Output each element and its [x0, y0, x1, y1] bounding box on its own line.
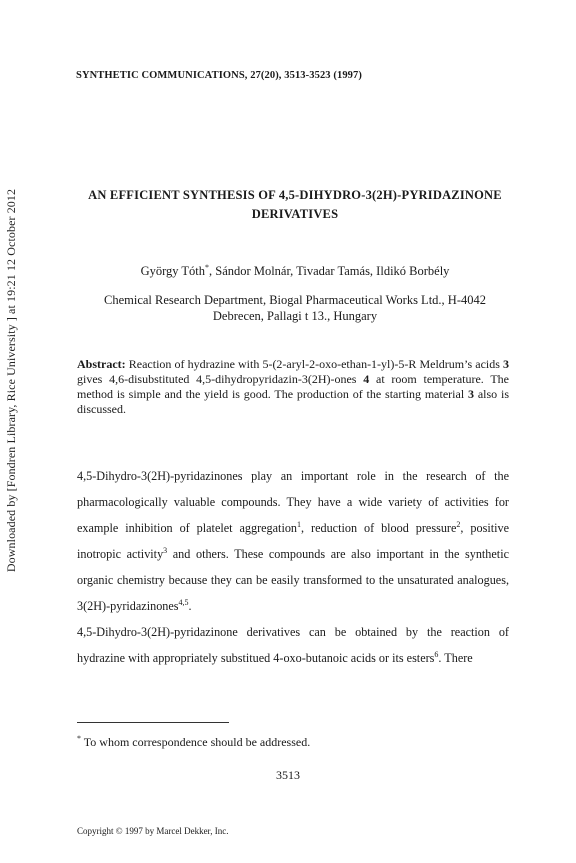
citation: 4,5 [178, 597, 189, 607]
paragraph [77, 463, 509, 619]
paragraph-text: . There [438, 651, 473, 665]
co-authors: , Sándor Molnár, Tivadar Tamás, Ildikó Borbély [209, 264, 450, 279]
abstract-text: also is discussed. [77, 387, 509, 416]
download-stamp-text: Downloaded by [Fondren Library, Rice University ] at 19:21 12 October 2012 [4, 188, 19, 572]
paragraph-text: . [188, 599, 192, 613]
paragraph-text: 4,5-Dihydro-3(2H)-pyridazinones play an important role in the research of the pharmacologically valuable compounds. They have a wide variety of activities for example inhibition of platelet aggregation [77, 469, 509, 535]
footnote [77, 734, 310, 750]
compound-ref: 4 [363, 372, 370, 386]
paragraph-text: , positive inotropic activity [77, 521, 509, 561]
paragraph-text: and others. These compounds are also important in the synthetic organic chemistry because they can be easily transformed to the unsaturated analogues, 3(2H)-pyridazinones [77, 547, 509, 613]
body-text [77, 463, 509, 671]
abstract-label: Abstract: [77, 357, 126, 371]
copyright-notice: Copyright © 1997 by Marcel Dekker, Inc. [77, 826, 229, 836]
journal-header: SYNTHETIC COMMUNICATIONS, 27(20), 3513-3523 (1997) [76, 70, 362, 81]
download-stamp [2, 100, 22, 660]
corresponding-author: György Tóth [140, 264, 206, 279]
citation: 1 [297, 519, 302, 529]
article-title [60, 186, 530, 224]
corresponding-author-mark: * [205, 263, 210, 272]
citation: 6 [434, 649, 439, 659]
affiliation [70, 292, 520, 324]
author-list [60, 260, 530, 279]
compound-ref: 3 [503, 357, 509, 371]
abstract-text: gives 4,6-disubstituted 4,5-dihydropyridazin-3(2H)-ones [77, 372, 364, 386]
abstract-text: Reaction of hydrazine with 5-(2-aryl-2-oxo-ethan-1-yl)-5-R Meldrum’s acids [125, 357, 503, 371]
compound-ref: 3 [468, 387, 474, 401]
footnote-divider [77, 722, 229, 723]
page-number: 3513 [276, 768, 300, 782]
paragraph-text: , reduction of blood pressure [301, 521, 457, 535]
affiliation-line-2: Debrecen, Pallagi t 13., Hungary [212, 309, 378, 323]
article-title-line-2: DERIVATIVES [251, 207, 339, 221]
abstract [77, 357, 509, 417]
abstract-text: at room temperature. The method is simple and the yield is good. The production of the starting material [77, 372, 509, 401]
article-title-line-1: AN EFFICIENT SYNTHESIS OF 4,5-DIHYDRO-3(2H)-PYRIDAZINONE [88, 188, 502, 202]
footnote-text: To whom correspondence should be addressed. [81, 735, 311, 749]
paragraph-text: 4,5-Dihydro-3(2H)-pyridazinone derivatives can be obtained by the reaction of hydrazine with appropriately substitued 4-oxo-butanoic acids or its esters [77, 625, 509, 665]
citation: 3 [163, 545, 168, 555]
citation: 2 [456, 519, 461, 529]
affiliation-line-1: Chemical Research Department, Biogal Pharmaceutical Works Ltd., H-4042 [104, 293, 486, 307]
footnote-mark: * [77, 734, 81, 743]
paragraph [77, 619, 509, 671]
